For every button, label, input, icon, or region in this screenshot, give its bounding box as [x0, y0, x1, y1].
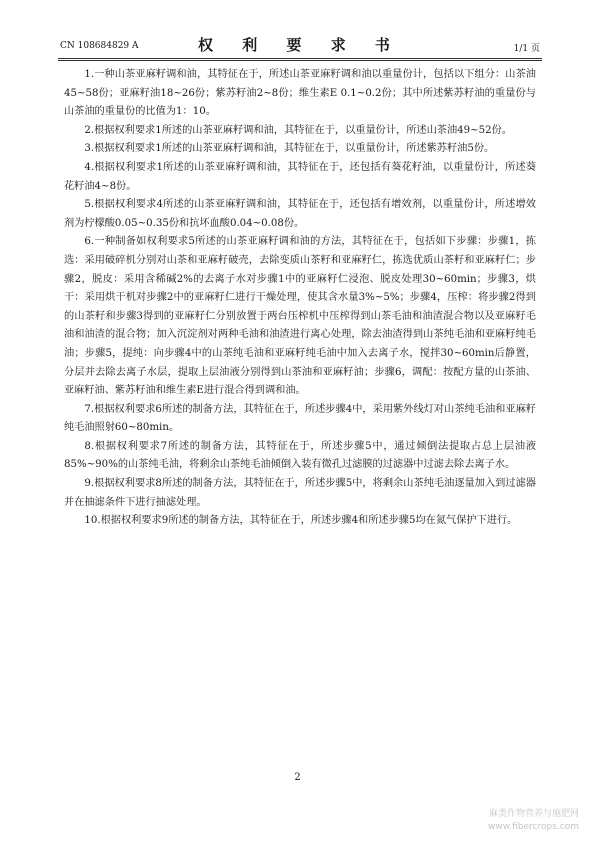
- watermark-url: www.fibercrops.com: [488, 822, 579, 832]
- claim-6: 6.一种制备如权利要求5所述的山茶亚麻籽调和油的方法，其特征在于，包括如下步骤：步骤1，拣选：采用破碎机分别对山茶和亚麻籽破壳，去除变质山茶籽和亚麻籽仁，拣选优质山茶籽和亚麻籽仁；步骤2，脱皮：采用含稀碱2%的去离子水对步骤1中的亚麻籽仁浸泡、脱皮处理30~60min；步骤3，烘干：采用烘干机对步骤2中的亚麻籽仁进行干燥处理，使其含水量3%~5%；步骤4，压榨：将步骤2得到的山茶籽和步骤3得到的亚麻籽仁分别放置于两台压榨机中压榨得到山茶毛油和油渣混合物以及亚麻籽毛油和油渣的混合物；加入沉淀剂对两种毛油和油渣进行离心处理，除去油渣得到山茶纯毛油和亚麻籽纯毛油；步骤5，提纯：向步骤4中的山茶纯毛油和亚麻籽纯毛油中加入去离子水，搅拌30~60min后静置，分层并去除去离子水层，提取上层油液分别得到山茶油和亚麻籽油；步骤6，调配：按配方量的山茶油、亚麻籽油、紫苏籽油和维生素E进行混合得到调和油。: [64, 236, 536, 397]
- claim-2: 2.根据权利要求1所述的山茶亚麻籽调和油，其特征在于，以重量份计，所述山茶油49~52份。: [84, 124, 512, 136]
- claim-3: 3.根据权利要求1所述的山茶亚麻籽调和油，其特征在于，以重量份计，所述紫苏籽油5份。: [84, 143, 495, 155]
- site-watermark: [419, 808, 579, 834]
- document-title: 权 利 要 求 书: [198, 36, 402, 54]
- page-indicator: 1/1 页: [513, 44, 540, 54]
- claim-1: 1.一种山茶亚麻籽调和油，其特征在于，所述山茶亚麻籽调和油以重量份计，包括以下组分：山茶油45~58份；亚麻籽油18~26份；紫苏籽油2~8份；维生素E 0.1~0.2份；其中所述紫苏籽油的重量份与山茶油的重量份的比值为1：10。: [64, 69, 536, 118]
- claim-7: 7.根据权利要求6所述的制备方法，其特征在于，所述步骤4中，采用紫外线灯对山茶纯毛油和亚麻籽纯毛油照射60~80min。: [64, 403, 536, 434]
- claim-8: 8.根据权利要求7所述的制备方法，其特征在于，所述步骤5中，通过倾倒法提取占总上层油液85%~90%的山茶纯毛油，将剩余山茶纯毛油倾倒入装有微孔过滤膜的过滤器中过滤去除去离子水。: [64, 440, 536, 471]
- claim-4: 4.根据权利要求1所述的山茶亚麻籽调和油，其特征在于，还包括有葵花籽油，以重量份计，所述葵花籽油4~8份。: [64, 161, 536, 192]
- watermark-site-name: 麻类作物营养与施肥网: [488, 809, 579, 819]
- claims-body: [64, 66, 536, 531]
- document-header: [58, 30, 542, 58]
- claim-9: 9.根据权利要求8所述的制备方法，其特征在于，所述步骤5中，将剩余山茶纯毛油逐量加入到过滤器并在抽滤条件下进行抽滤处理。: [64, 478, 536, 508]
- claim-5: 5.根据权利要求4所述的山茶亚麻籽调和油，其特征在于，还包括有增效剂，以重量份计，所述增效剂为柠檬酸0.05~0.35份和抗坏血酸0.04~0.08份。: [64, 199, 536, 229]
- page-number: 2: [294, 772, 301, 783]
- claim-10: 10.根据权利要求9所述的制备方法，其特征在于，所述步骤4和所述步骤5均在氮气保护下进行。: [84, 515, 518, 527]
- header-rule-top: [58, 58, 542, 59]
- patent-number: CN 108684829 A: [60, 41, 139, 51]
- header-rule-bottom: [58, 60, 542, 61]
